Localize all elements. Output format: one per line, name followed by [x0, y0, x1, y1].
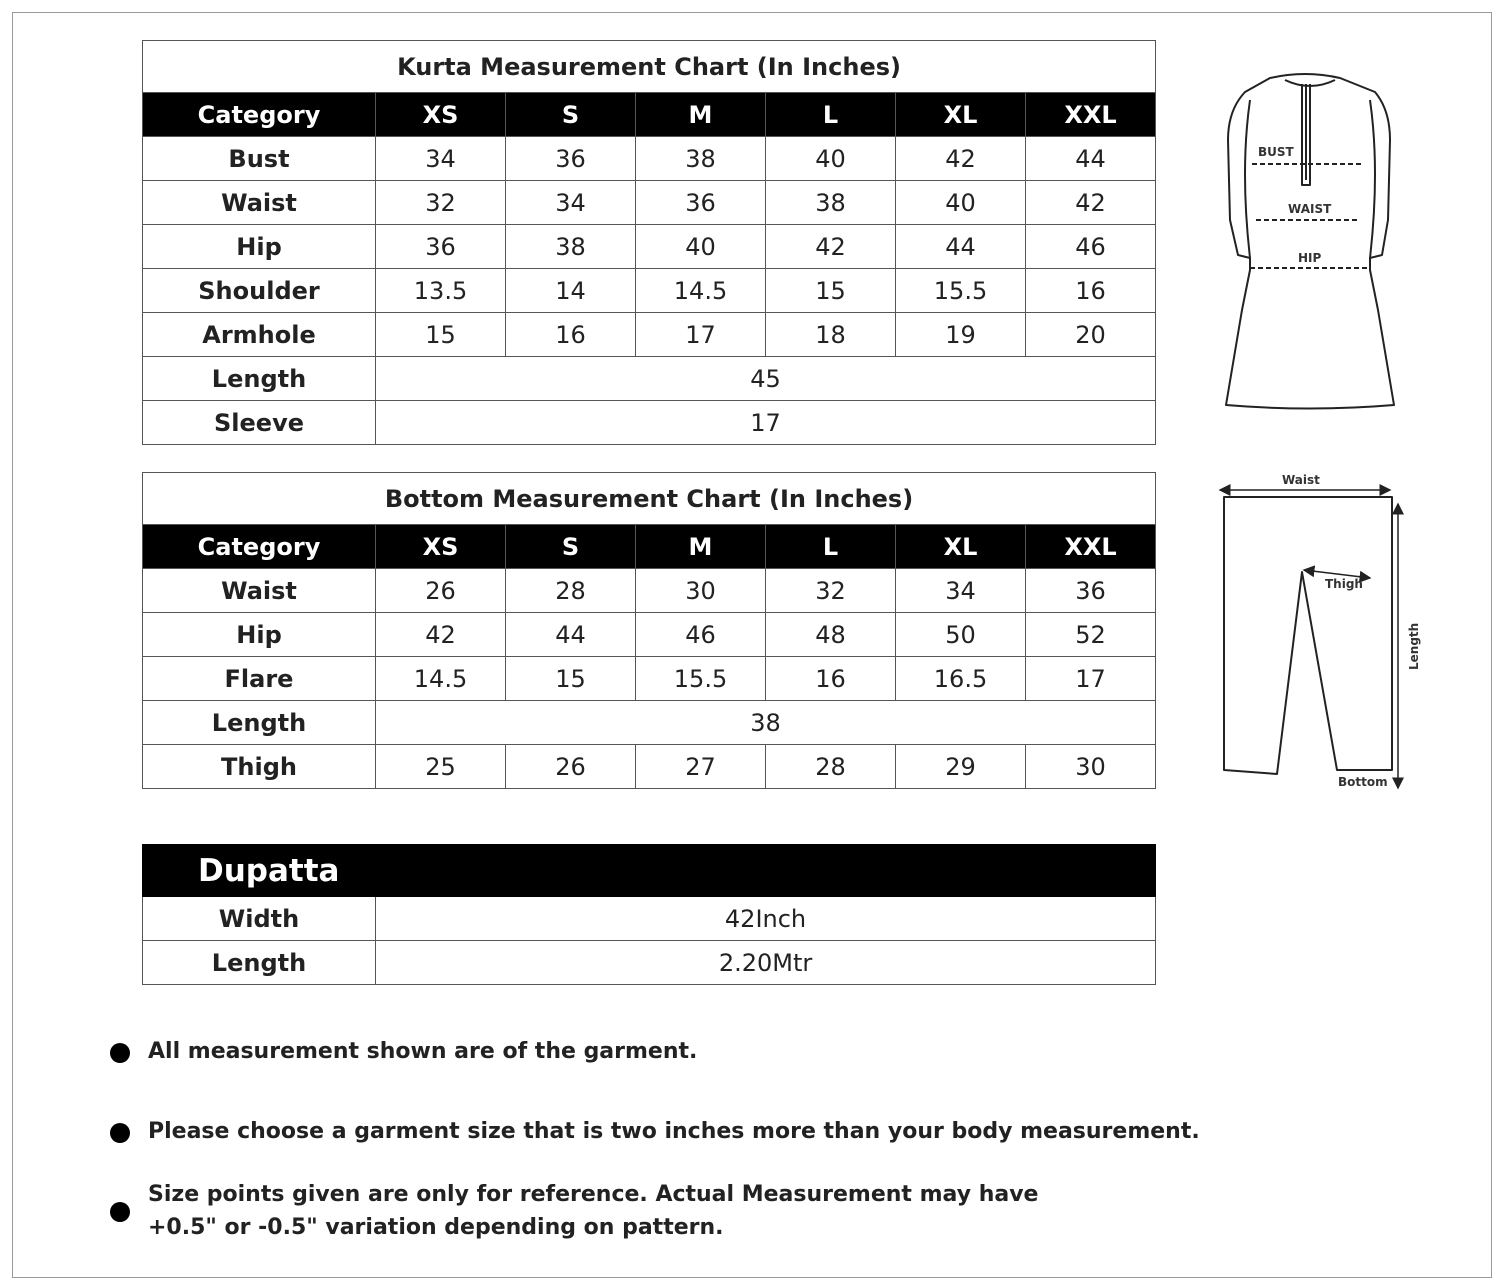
- row-label: Sleeve: [143, 401, 376, 445]
- note-text: Please choose a garment size that is two inches more than your body measurement.: [148, 1119, 1200, 1144]
- pant-diagram-icon: [1212, 470, 1422, 800]
- row-label: Flare: [143, 657, 376, 701]
- cell: 42: [1026, 181, 1156, 225]
- dupatta-table: [142, 844, 1156, 985]
- hip-label: HIP: [1298, 251, 1322, 265]
- cell: 46: [636, 613, 766, 657]
- cell: 30: [636, 569, 766, 613]
- row-label: Armhole: [143, 313, 376, 357]
- table-row: [143, 401, 1156, 445]
- kurta-header-row: [143, 93, 1156, 137]
- cell: 15.5: [896, 269, 1026, 313]
- header-s: S: [506, 93, 636, 137]
- note-item: [110, 1035, 697, 1068]
- cell: 36: [506, 137, 636, 181]
- cell: 17: [636, 313, 766, 357]
- header-xl: XL: [896, 93, 1026, 137]
- cell: 40: [896, 181, 1026, 225]
- cell: 15.5: [636, 657, 766, 701]
- row-label: Length: [143, 357, 376, 401]
- table-row: [143, 137, 1156, 181]
- bottom-label: Bottom: [1338, 775, 1388, 789]
- thigh-label: Thigh: [1325, 577, 1363, 591]
- cell: 44: [506, 613, 636, 657]
- header-xs: XS: [376, 525, 506, 569]
- cell: 44: [1026, 137, 1156, 181]
- note-item: [110, 1178, 1110, 1244]
- waist-label: Waist: [1282, 473, 1320, 487]
- header-s: S: [506, 525, 636, 569]
- header-category: Category: [143, 93, 376, 137]
- header-m: M: [636, 93, 766, 137]
- kurta-chart-title: Kurta Measurement Chart (In Inches): [143, 41, 1156, 93]
- cell: 28: [506, 569, 636, 613]
- table-row: [143, 941, 1156, 985]
- cell: 40: [766, 137, 896, 181]
- table-row: [143, 613, 1156, 657]
- row-label: Length: [143, 701, 376, 745]
- cell: 16: [1026, 269, 1156, 313]
- cell: 26: [506, 745, 636, 789]
- cell: 29: [896, 745, 1026, 789]
- bullet-icon: [110, 1043, 130, 1063]
- cell: 40: [636, 225, 766, 269]
- cell: 32: [376, 181, 506, 225]
- cell: 48: [766, 613, 896, 657]
- cell: 42: [376, 613, 506, 657]
- merged-cell: 17: [376, 401, 1156, 445]
- cell: 52: [1026, 613, 1156, 657]
- kurta-measurement-table: [142, 40, 1156, 445]
- table-row: [143, 657, 1156, 701]
- dupatta-title: Dupatta: [143, 845, 1156, 897]
- header-m: M: [636, 525, 766, 569]
- cell: 15: [766, 269, 896, 313]
- header-xl: XL: [896, 525, 1026, 569]
- header-category: Category: [143, 525, 376, 569]
- merged-cell: 45: [376, 357, 1156, 401]
- merged-cell: 2.20Mtr: [376, 941, 1156, 985]
- cell: 26: [376, 569, 506, 613]
- cell: 34: [506, 181, 636, 225]
- header-l: L: [766, 525, 896, 569]
- bottom-header-row: [143, 525, 1156, 569]
- note-text: All measurement shown are of the garment.: [148, 1039, 698, 1064]
- bottom-measurement-table: [142, 472, 1156, 789]
- cell: 17: [1026, 657, 1156, 701]
- header-xxl: XXL: [1026, 93, 1156, 137]
- cell: 25: [376, 745, 506, 789]
- cell: 38: [506, 225, 636, 269]
- cell: 13.5: [376, 269, 506, 313]
- row-label: Waist: [143, 181, 376, 225]
- bottom-chart-title: Bottom Measurement Chart (In Inches): [143, 473, 1156, 525]
- cell: 30: [1026, 745, 1156, 789]
- cell: 50: [896, 613, 1026, 657]
- cell: 14: [506, 269, 636, 313]
- table-row: [143, 745, 1156, 789]
- cell: 16: [766, 657, 896, 701]
- cell: 36: [376, 225, 506, 269]
- cell: 34: [896, 569, 1026, 613]
- note-text: Size points given are only for reference. Actual Measurement may have +0.5" or -0.5" variation depending on pattern.: [148, 1182, 1039, 1240]
- cell: 44: [896, 225, 1026, 269]
- header-xs: XS: [376, 93, 506, 137]
- cell: 16: [506, 313, 636, 357]
- cell: 34: [376, 137, 506, 181]
- cell: 36: [636, 181, 766, 225]
- cell: 18: [766, 313, 896, 357]
- row-label: Width: [143, 897, 376, 941]
- row-label: Waist: [143, 569, 376, 613]
- row-label: Shoulder: [143, 269, 376, 313]
- kurta-diagram-icon: [1210, 70, 1410, 420]
- table-row: [143, 225, 1156, 269]
- length-label: Length: [1407, 622, 1421, 670]
- cell: 27: [636, 745, 766, 789]
- cell: 16.5: [896, 657, 1026, 701]
- merged-cell: 38: [376, 701, 1156, 745]
- merged-cell: 42Inch: [376, 897, 1156, 941]
- cell: 14.5: [376, 657, 506, 701]
- cell: 38: [766, 181, 896, 225]
- table-row: [143, 357, 1156, 401]
- cell: 38: [636, 137, 766, 181]
- cell: 20: [1026, 313, 1156, 357]
- row-label: Hip: [143, 225, 376, 269]
- bust-label: BUST: [1258, 145, 1294, 159]
- cell: 42: [766, 225, 896, 269]
- table-row: [143, 569, 1156, 613]
- row-label: Length: [143, 941, 376, 985]
- row-label: Hip: [143, 613, 376, 657]
- table-row: [143, 897, 1156, 941]
- table-row: [143, 701, 1156, 745]
- table-row: [143, 313, 1156, 357]
- bullet-icon: [110, 1202, 130, 1222]
- waist-label: WAIST: [1288, 202, 1332, 216]
- cell: 36: [1026, 569, 1156, 613]
- note-item: [110, 1115, 1200, 1148]
- row-label: Bust: [143, 137, 376, 181]
- cell: 32: [766, 569, 896, 613]
- table-row: [143, 181, 1156, 225]
- row-label: Thigh: [143, 745, 376, 789]
- bullet-icon: [110, 1123, 130, 1143]
- header-l: L: [766, 93, 896, 137]
- cell: 46: [1026, 225, 1156, 269]
- cell: 28: [766, 745, 896, 789]
- table-row: [143, 269, 1156, 313]
- header-xxl: XXL: [1026, 525, 1156, 569]
- cell: 15: [506, 657, 636, 701]
- cell: 19: [896, 313, 1026, 357]
- cell: 14.5: [636, 269, 766, 313]
- cell: 42: [896, 137, 1026, 181]
- cell: 15: [376, 313, 506, 357]
